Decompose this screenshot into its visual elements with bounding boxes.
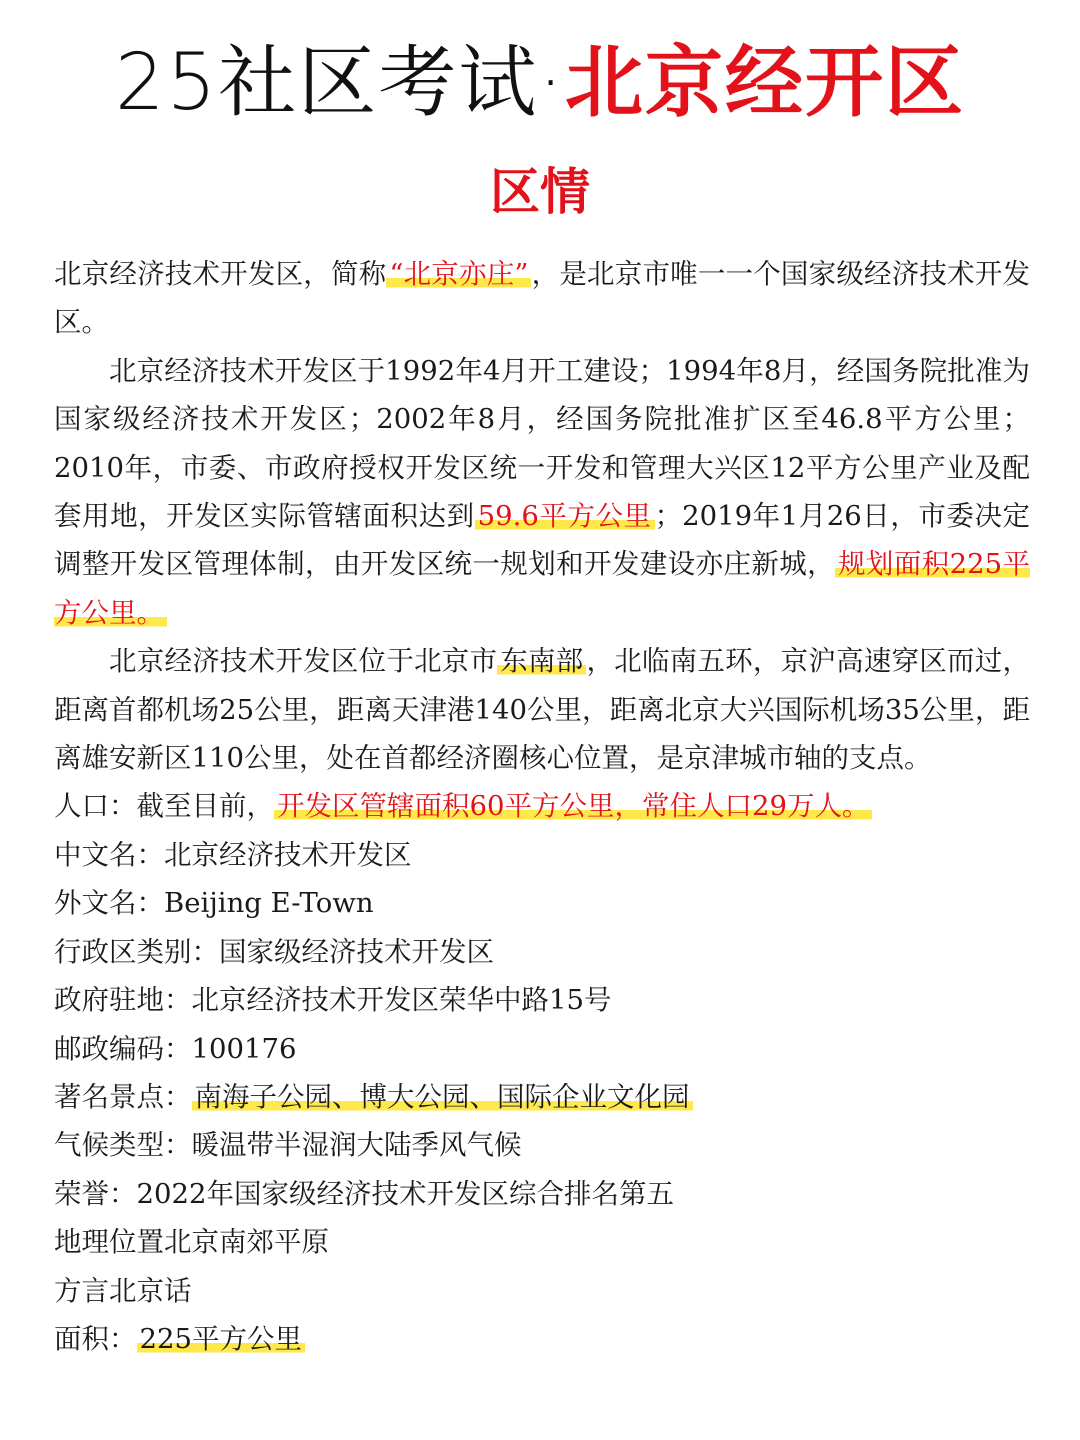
population-highlight: 开发区管辖面积60平方公里，常住人口29万人。 — [274, 790, 872, 822]
nickname-highlight: “北京亦庄” — [386, 258, 531, 290]
actual-area-highlight: 59.6平方公里 — [475, 500, 655, 532]
fact-label: 气候类型： — [54, 1129, 192, 1162]
fact-label: 荣誉： — [54, 1177, 137, 1210]
fact-label: 外文名： — [54, 887, 164, 920]
fact-foreign-name — [54, 879, 1030, 927]
fact-value: 北京话 — [109, 1274, 192, 1307]
section-heading: 区情 — [490, 163, 590, 221]
fact-label: 邮政编码： — [54, 1032, 192, 1065]
location-paragraph — [54, 637, 1030, 782]
fact-postal-code — [54, 1025, 1030, 1073]
fact-label: 面积： — [54, 1322, 137, 1355]
intro-paragraph — [54, 250, 1030, 347]
intro-text-end: ，是北京市唯一一个国家级经济技术开发区。 — [54, 258, 1031, 339]
fact-label: 人口：截至目前， — [54, 790, 274, 823]
fact-attractions — [54, 1073, 1030, 1121]
fact-population — [54, 782, 1030, 830]
intro-text: 北京经济技术开发区，简称 — [54, 258, 387, 290]
fact-admin-type — [54, 928, 1030, 976]
fact-value: Beijing E-Town — [164, 887, 374, 920]
area-highlight: 225平方公里 — [137, 1323, 306, 1355]
fact-label: 中文名： — [54, 838, 164, 871]
planned-area-highlight: 规划面积225平方公里。 — [54, 548, 1030, 629]
title-region: 北京经开区 — [565, 38, 966, 128]
fact-label: 著名景点： — [54, 1080, 192, 1113]
fact-label: 地理位置 — [54, 1226, 164, 1259]
fact-label: 行政区类别： — [54, 935, 219, 968]
fact-honor — [54, 1170, 1030, 1218]
fact-value: 北京经济技术开发区荣华中路15号 — [191, 984, 612, 1017]
fact-value: 2022年国家级经济技术开发区综合排名第五 — [136, 1177, 674, 1210]
title-prefix: 25社区考试· — [114, 38, 566, 128]
article-body — [54, 250, 1030, 1363]
fact-label: 方言 — [54, 1274, 109, 1307]
fact-area — [54, 1315, 1030, 1363]
direction-highlight: 东南部 — [497, 645, 586, 677]
fact-value: 北京经济技术开发区 — [164, 838, 412, 871]
location-text: 北京经济技术开发区位于北京市 — [109, 645, 498, 678]
fact-geography — [54, 1218, 1030, 1266]
fact-value: 国家级经济技术开发区 — [219, 935, 494, 968]
fact-value: 暖温带半湿润大陆季风气候 — [191, 1129, 522, 1162]
fact-value: 100176 — [191, 1032, 297, 1065]
fact-label: 政府驻地： — [54, 984, 192, 1017]
fact-value: 北京南郊平原 — [164, 1226, 329, 1259]
page-title — [0, 28, 1080, 138]
history-text: 北京经济技术开发区于1992年4月开工建设；1994年8月，经国务院批准为国家级经济技术开发区；2002年8月，经国务院批准扩区至46.8平方公里；2010年，市委、市政府授权开发区统一开发和管理大兴区12平方公里产业及配套用地，开发区实际管辖面积达到 — [54, 354, 1030, 533]
history-paragraph — [54, 347, 1030, 637]
fact-dialect — [54, 1267, 1030, 1315]
fact-chinese-name — [54, 831, 1030, 879]
location-text-2: ，北临南五环，京沪高速穿区而过，距离首都机场25公里，距离天津港140公里，距离北京大兴国际机场35公里，距离雄安新区110公里，处在首都经济圈核心位置，是京津城市轴的支点。 — [54, 645, 1030, 775]
fact-gov-seat — [54, 976, 1030, 1024]
attractions-highlight: 南海子公园、博大公园、国际企业文化园 — [192, 1081, 693, 1113]
fact-climate — [54, 1121, 1030, 1169]
history-text-2: ；2019年1月26日，市委决定调整开发区管理体制，由开发区统一规划和开发建设亦庄新城， — [54, 500, 1030, 581]
